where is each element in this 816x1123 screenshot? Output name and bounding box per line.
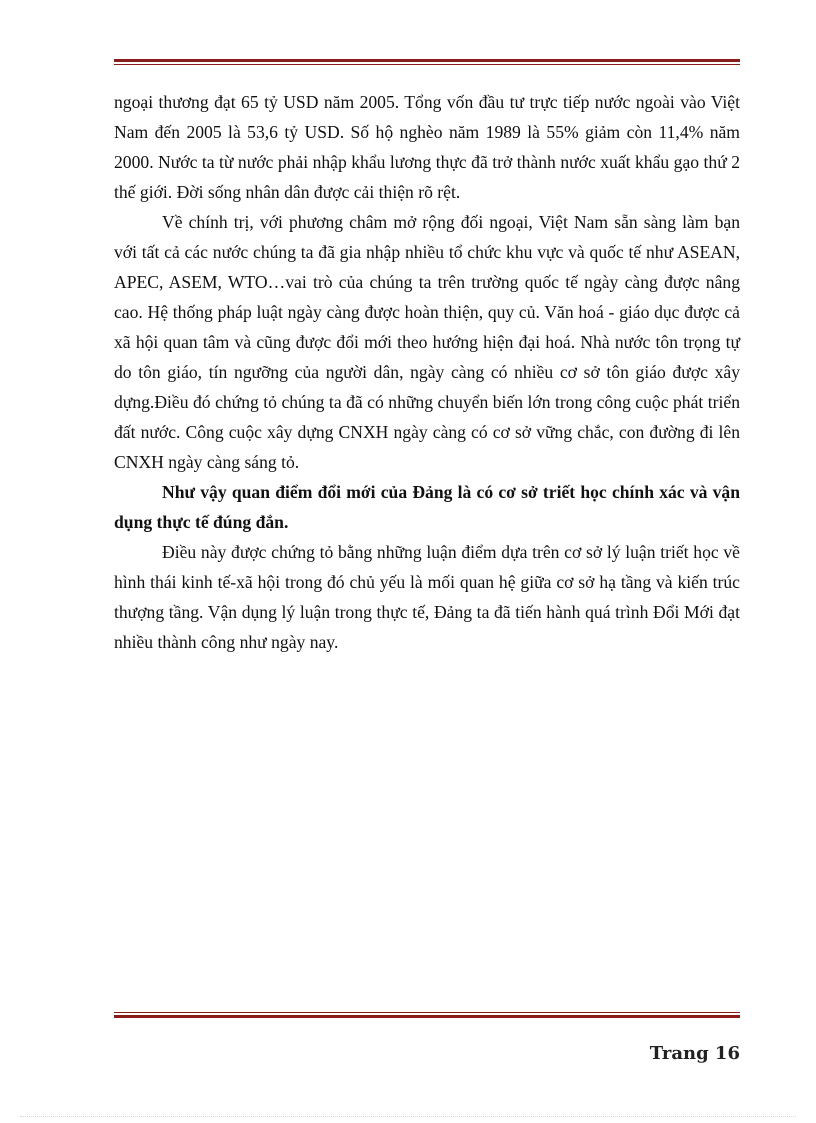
footer-rule-thick-line	[114, 1015, 740, 1018]
header-rule	[114, 59, 740, 65]
paragraph-conclusion-bold: Như vậy quan điểm đổi mới của Đảng là có cơ sở triết học chính xác và vận dụng thực tế đúng đắn.	[114, 482, 740, 532]
header-rule-thick-line	[114, 59, 740, 62]
paragraph-theory: Điều này được chứng tỏ bằng những luận điểm dựa trên cơ sở lý luận triết học về hình thái kinh tế-xã hội trong đó chủ yếu là mối quan hệ giữa cơ sở hạ tầng và kiến trúc thượng tầng. Vận dụng lý luận trong thực tế, Đảng ta đã tiến hành quá trình Đổi Mới đạt nhiều thành công như ngày nay.	[114, 542, 740, 652]
page-bottom-dotted-edge	[20, 1116, 796, 1117]
footer-rule-thin-line	[114, 1012, 740, 1013]
header-rule-thin-line	[114, 64, 740, 65]
paragraph-politics: Về chính trị, với phương châm mở rộng đối ngoại, Việt Nam sẵn sàng làm bạn với tất cả các nước chúng ta đã gia nhập nhiều tổ chức khu vực và quốc tế như ASEAN, APEC, ASEM, WTO…vai trò của chúng ta trên trường quốc tế ngày càng được nâng cao. Hệ thống pháp luật ngày càng được hoàn thiện, quy củ. Văn hoá - giáo dục được cả xã hội quan tâm và cũng được đổi mới theo hướng hiện đại hoá. Nhà nước tôn trọng tự do tôn giáo, tín ngưỡng của người dân, ngày càng có nhiều cơ sở tôn giáo được xây dựng.Điều đó chứng tỏ chúng ta đã có những chuyển biến lớn trong công cuộc phát triển đất nước. Công cuộc xây dựng CNXH ngày càng có cơ sở vững chắc, con đường đi lên CNXH ngày càng sáng tỏ.	[114, 212, 740, 472]
footer-rule	[114, 1012, 740, 1018]
page-number: Trang 16	[649, 1043, 740, 1064]
document-body	[114, 87, 740, 657]
paragraph-economy: ngoại thương đạt 65 tỷ USD năm 2005. Tổng vốn đầu tư trực tiếp nước ngoài vào Việt Nam đến 2005 là 53,6 tỷ USD. Số hộ nghèo năm 1989 là 55% giảm còn 11,4% năm 2000. Nước ta từ nước phải nhập khẩu lương thực đã trở thành nước xuất khẩu gạo thứ 2 thế giới. Đời sống nhân dân được cải thiện rõ rệt.	[114, 92, 740, 202]
